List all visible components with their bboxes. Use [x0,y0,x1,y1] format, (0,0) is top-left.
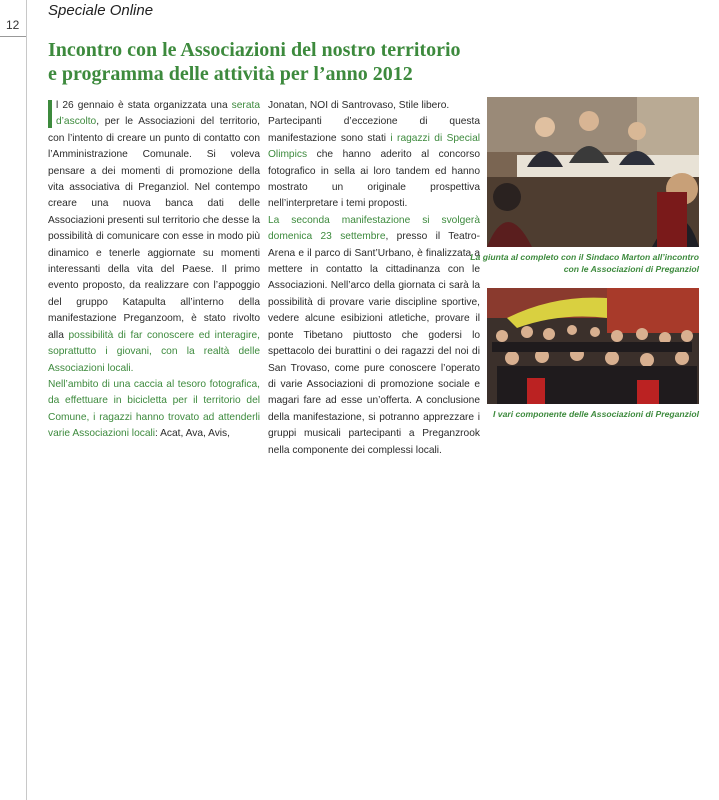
section-title: Speciale Online [48,2,154,19]
text-run: l 26 gennaio è stata organizzata una [56,100,232,111]
title-line-1: Incontro con le Associazioni del nostro territorio [48,39,461,61]
photo-caption: La giunta al completo con il Sindaco Marton all’incontro con le Associazioni di Preganziol [470,252,699,274]
text-run: : Acat, Ava, Avis, [155,428,230,440]
meeting-photo [487,97,699,247]
article-column-2 [268,98,480,459]
paragraph [48,377,260,443]
audience-photo-image [487,288,699,404]
paragraph [268,213,480,459]
margin-rule [26,0,27,800]
article-title [48,38,528,86]
text-run: , presso il Teatro- Arena e il parco di Sant’Urbano, è finalizzata a mettere in contatto la cittadinanza con le Associazioni. Nell’arco della giornata ci sarà la possibilità di provare varie discipline sportive, vedere alcune esibizioni atletiche, provare il ponte Tibetano piuttosto che godersi lo spettacolo dei burattini o dei ragazzi del noi di San Trovaso, come pure conoscere l’operato di varie Associazioni di promozione sociale e magari fare ad esse un’offerta. A conclusione della manifestazione, si potranno apprezzare i gruppi musicali partecipanti a Preganzrook nella componente dei complessi locali. [268,231,480,456]
title-line-2: e programma delle attività per l’anno 2012 [48,63,413,85]
page-number: 12 [6,18,20,32]
paragraph [268,114,480,212]
highlight-text: Nell’ambito di una caccia al tesoro fotografica, da effettuare in bicicletta per il territorio del Comune, i ragazzi hanno trovato ad attenderli varie Associazioni locali [48,378,260,440]
highlight-text: serata d’ascolto [56,100,260,128]
photo-caption: I vari componente delle Associazioni di Preganziol [493,409,699,419]
text-run: , per le Associazioni del territorio, con l’intento di creare un punto di contatto con l’Amministrazione Comunale. Si voleva pensare a dei momenti di promozione della vita associativa di Preganziol. Nel contempo creare una nuova banca dati delle Associazioni presenti sul territorio che desse la possibilità di comunicare con esse in modo più dinamico e tenerle aggiornate su momenti interessanti della vita del Paese. Il primo evento proposto, da realizzare con l’appoggio del gruppo Katapulta all’interno della manifestazione Preganzoom, è stato rivolto alla [48,116,260,341]
page-number-rule [0,36,26,37]
article-column-1 [48,98,260,443]
drop-cap-bar [48,100,52,128]
paragraph: Jonatan, NOI di Santrovaso, Stile libero. [268,100,450,111]
text-run: che hanno aderito al concorso fotografico in sella ai loro tandem ed hanno mostrato un originale prospettiva nell’interpretare i temi proposti. [268,149,480,210]
paragraph [48,98,260,377]
highlight-text: possibilità di far conoscere ed interagire, soprattutto i giovani, con la realtà delle Associazioni locali. [48,329,260,374]
highlight-text: i ragazzi di Special Olimpics [268,132,480,161]
highlight-text: La seconda manifestazione si svolgerà domenica 23 settembre [268,214,480,243]
meeting-photo-image [487,97,699,247]
audience-photo [487,288,699,404]
text-run: Partecipanti d’eccezione di questa manifestazione sono stati [268,116,480,144]
